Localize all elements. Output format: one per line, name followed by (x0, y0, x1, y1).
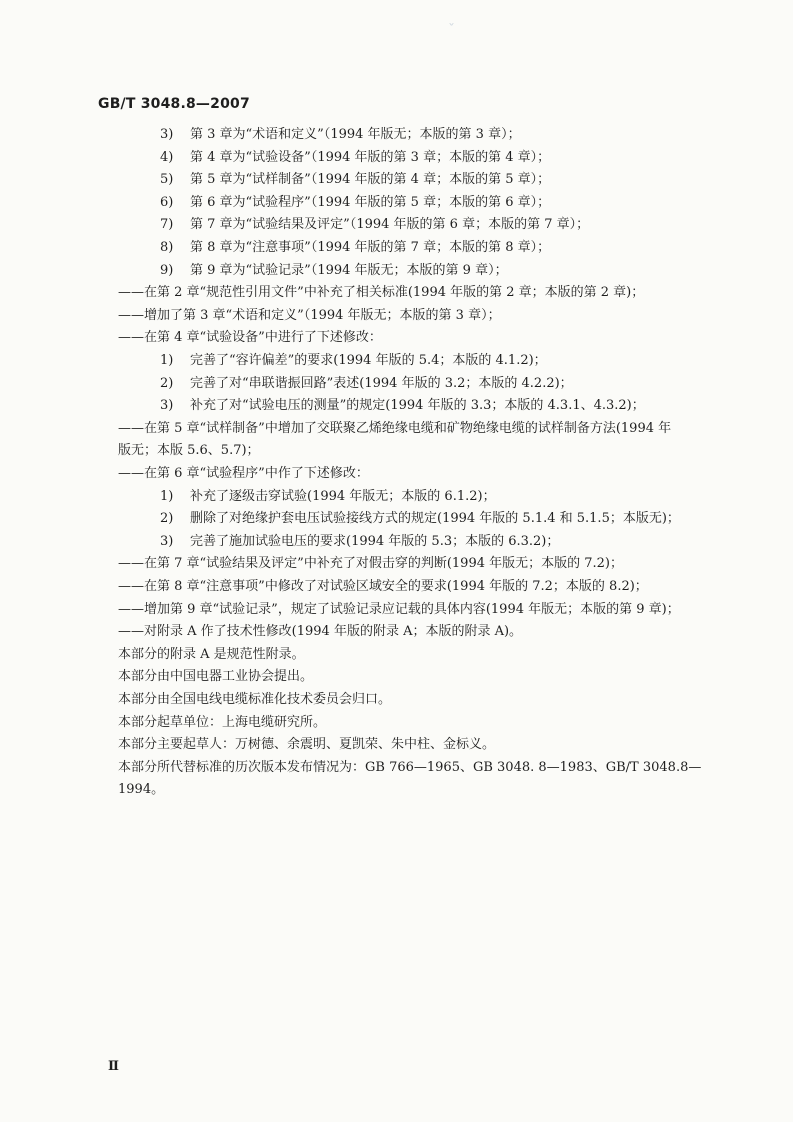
list-item (160, 350, 547, 372)
line-text: 完善了“容许偏差”的要求(1994 年版的 5.4；本版的 4.1.2)； (190, 353, 547, 368)
list-number: 3) (160, 398, 174, 414)
line-text: 第 8 章为“注意事项”（1994 年版的第 7 章；本版的第 8 章）； (190, 240, 551, 255)
line-text: ——增加了第 3 章“术语和定义”（1994 年版无；本版的第 3 章）； (118, 307, 501, 323)
list-item (160, 260, 508, 282)
line-text: 本部分由中国电器工业协会提出。 (118, 669, 314, 685)
list-item (160, 214, 589, 236)
text-line (118, 463, 369, 485)
list-number: 9) (160, 262, 174, 278)
list-item (160, 124, 521, 146)
scan-mark-icon: ˇ (448, 22, 455, 38)
line-text: 第 6 章为“试验程序”（1994 年版的第 5 章；本版的第 6 章）； (190, 194, 551, 210)
line-text: 第 7 章为“试验结果及评定”（1994 年版的第 6 章；本版的第 7 章）； (190, 217, 590, 233)
line-text: ——在第 4 章“试验设备”中进行了下述修改： (118, 330, 382, 346)
list-number: 3) (160, 533, 174, 549)
list-number: 1) (160, 353, 174, 368)
line-text: ——增加第 9 章“试验记录”，规定了试验记录应记载的具体内容(1994 年版无；本版的第 9 章)； (118, 601, 680, 617)
line-text: 完善了对“串联谐振回路”表述(1994 年版的 3.2；本版的 4.2.2)； (190, 375, 573, 391)
list-number: 4) (160, 149, 174, 165)
list-item (160, 169, 550, 191)
page-number: Ⅱ (108, 1059, 119, 1074)
line-text: 本部分所代替标准的历次版本发布情况为：GB 766—1965、GB 3048. 8—1983、GB/T 3048.8— (118, 759, 702, 775)
text-line (118, 779, 164, 801)
line-text: ——在第 8 章“注意事项”中修改了对试验区域安全的要求(1994 年版的 7.2；本版的 8.2)； (118, 579, 648, 594)
line-text: 本部分起草单位：上海电缆研究所。 (118, 714, 327, 730)
paragraph (118, 644, 305, 666)
paragraph (118, 712, 326, 734)
list-number: 2) (160, 375, 174, 391)
text-line (118, 599, 680, 621)
line-text: 本部分主要起草人：万树德、余震明、夏凯荣、朱中柱、金标义。 (118, 737, 496, 753)
list-item (160, 147, 550, 169)
line-text: 补充了对“试验电压的测量”的规定(1994 年版的 3.3；本版的 4.3.1、4.3.2)； (190, 398, 645, 414)
list-item (160, 486, 496, 508)
text-line (118, 553, 623, 575)
text-line (118, 440, 260, 462)
list-number: 2) (160, 511, 174, 527)
list-number: 1) (160, 488, 174, 504)
list-number: 7) (160, 217, 174, 233)
text-line (118, 621, 522, 643)
text-line (118, 305, 501, 327)
list-item (160, 508, 680, 530)
list-number: 6) (160, 194, 174, 210)
line-text: 补充了逐级击穿试验(1994 年版无；本版的 6.1.2)； (190, 488, 496, 504)
line-text: 第 3 章为“术语和定义”（1994 年版无；本版的第 3 章）； (190, 127, 521, 142)
line-text: 本部分的附录 A 是规范性附录。 (118, 646, 305, 662)
list-number: 8) (160, 240, 174, 255)
paragraph (118, 666, 313, 688)
line-text: ——对附录 A 作了技术性修改(1994 年版的附录 A；本版的附录 A)。 (118, 624, 523, 640)
line-text: 第 5 章为“试样制备”（1994 年版的第 4 章；本版的第 5 章）； (190, 172, 551, 188)
paragraph (118, 734, 495, 756)
line-text: 完善了施加试验电压的要求(1994 年版的 5.3；本版的 6.3.2)； (190, 533, 560, 549)
list-item (160, 192, 550, 214)
standard-number-header: GB/T 3048.8—2007 (98, 96, 250, 112)
line-text: ——在第 7 章“试验结果及评定”中补充了对假击穿的判断(1994 年版无；本版的 7.2)； (118, 556, 623, 572)
list-item (160, 237, 550, 259)
line-text: ——在第 6 章“试验程序”中作了下述修改： (118, 466, 369, 481)
list-number: 3) (160, 127, 174, 142)
paragraph (118, 757, 701, 779)
list-item (160, 373, 573, 395)
line-text: 1994。 (118, 782, 165, 798)
line-text: 删除了对绝缘护套电压试验接线方式的规定(1994 年版的 5.1.4 和 5.1.5；本版无)； (190, 511, 680, 527)
text-line (118, 327, 382, 349)
line-text: ——在第 5 章“试样制备”中增加了交联聚乙烯绝缘电缆和矿物绝缘电缆的试样制备方法(1994 年 (118, 420, 672, 436)
text-line (118, 576, 648, 598)
paragraph (118, 689, 391, 711)
line-text: 本部分由全国电线电缆标准化技术委员会归口。 (118, 692, 392, 707)
list-number: 5) (160, 172, 174, 188)
list-item (160, 531, 559, 553)
line-text: 版无；本版 5.6、5.7)； (118, 443, 260, 459)
text-line (118, 418, 671, 440)
text-line (118, 282, 644, 304)
list-item (160, 395, 645, 417)
line-text: 第 9 章为“试验记录”（1994 年版无；本版的第 9 章）； (190, 262, 508, 278)
line-text: ——在第 2 章“规范性引用文件”中补充了相关标准(1994 年版的第 2 章；本版的第 2 章)； (118, 285, 645, 301)
line-text: 第 4 章为“试验设备”（1994 年版的第 3 章；本版的第 4 章）； (190, 149, 551, 165)
